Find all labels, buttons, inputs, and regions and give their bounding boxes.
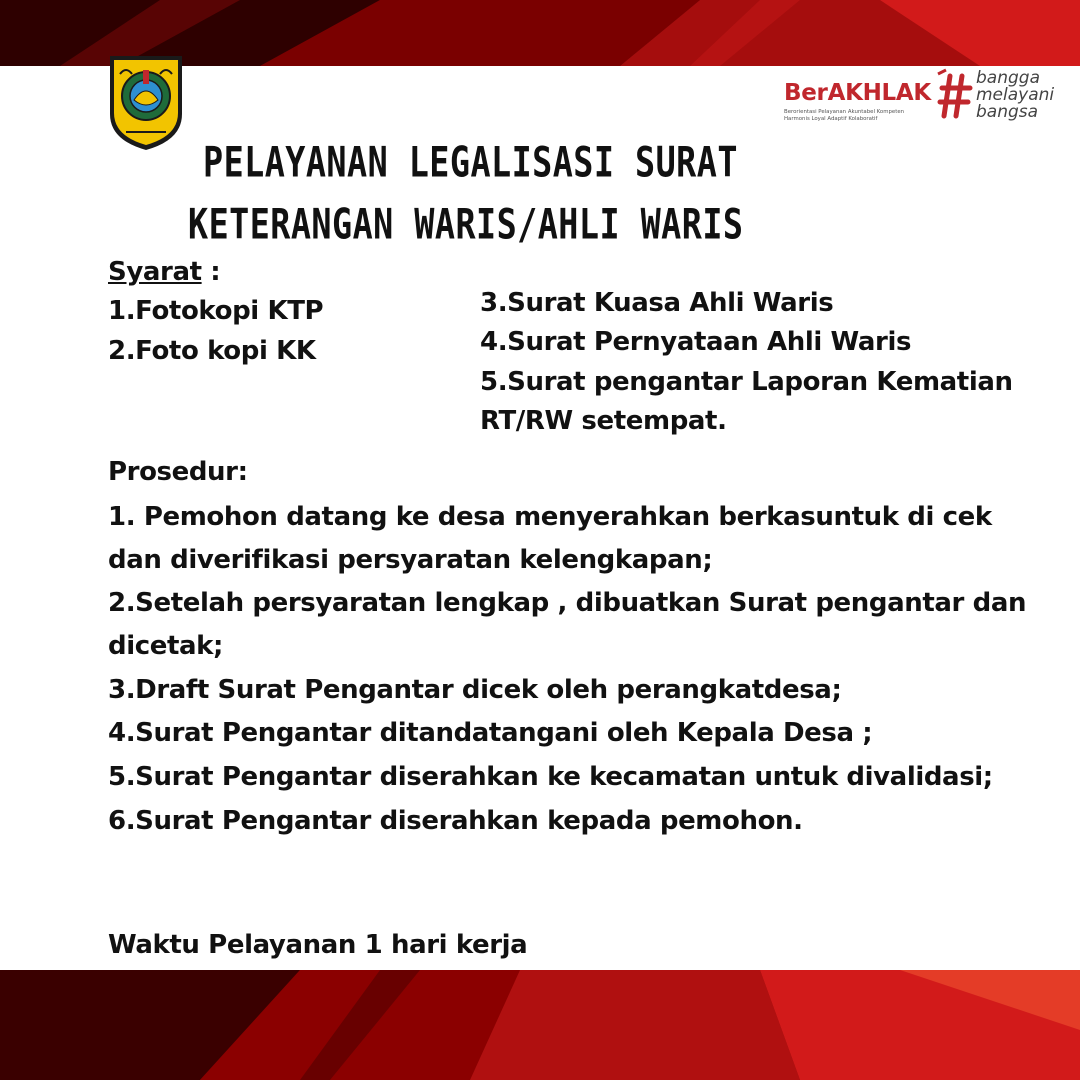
syarat-item-1: 1.Fotokopi KTP (108, 296, 324, 326)
brand-name: BerAKHLAK (784, 80, 931, 106)
syarat-item-2: 2.Foto kopi KK (108, 336, 316, 366)
brand-values-line-2: Harmonis Loyal Adaptif Kolaboratif (784, 116, 878, 122)
prosedur-line: dan diverifikasi persyaratan kelengkapan; (108, 545, 713, 575)
prosedur-line: 1. Pemohon datang ke desa menyerahkan berkasuntuk di cek (108, 502, 992, 532)
syarat-heading (108, 257, 220, 287)
prosedur-line: 6.Surat Pengantar diserahkan kepada pemohon. (108, 806, 803, 836)
syarat-item-4: 4.Surat Pernyataan Ahli Waris (480, 327, 912, 357)
syarat-item-5-cont: RT/RW setempat. (480, 406, 727, 436)
hashtag-icon (936, 68, 976, 120)
berakhlak-logo (780, 64, 1060, 134)
service-time: Waktu Pelayanan 1 hari kerja (108, 930, 528, 960)
tagline-word-2: melayani (976, 85, 1055, 105)
prosedur-line: 2.Setelah persyaratan lengkap , dibuatkan Surat pengantar dan (108, 588, 1027, 618)
tagline-word-3: bangsa (976, 102, 1039, 122)
syarat-item-5: 5.Surat pengantar Laporan Kematian (480, 367, 1013, 397)
syarat-label: Syarat (108, 257, 202, 287)
prosedur-line: 4.Surat Pengantar ditandatangani oleh Kepala Desa ; (108, 718, 873, 748)
prosedur-heading: Prosedur: (108, 457, 248, 487)
prosedur-line: dicetak; (108, 631, 224, 661)
bottom-decorative-band (0, 970, 1080, 1080)
page-title-line-1: PELAYANAN LEGALISASI SURAT (203, 138, 738, 187)
syarat-colon: : (201, 257, 221, 287)
prosedur-line: 5.Surat Pengantar diserahkan ke kecamatan untuk divalidasi; (108, 762, 993, 792)
tagline-word-1: bangga (976, 68, 1040, 88)
page-title-line-2: KETERANGAN WARIS/AHLI WARIS (188, 200, 744, 249)
brand-values-line-1: Berorientasi Pelayanan Akuntabel Kompeten (784, 109, 905, 115)
syarat-item-3: 3.Surat Kuasa Ahli Waris (480, 288, 834, 318)
regional-emblem-icon (106, 52, 186, 152)
prosedur-line: 3.Draft Surat Pengantar dicek oleh perangkatdesa; (108, 675, 842, 705)
